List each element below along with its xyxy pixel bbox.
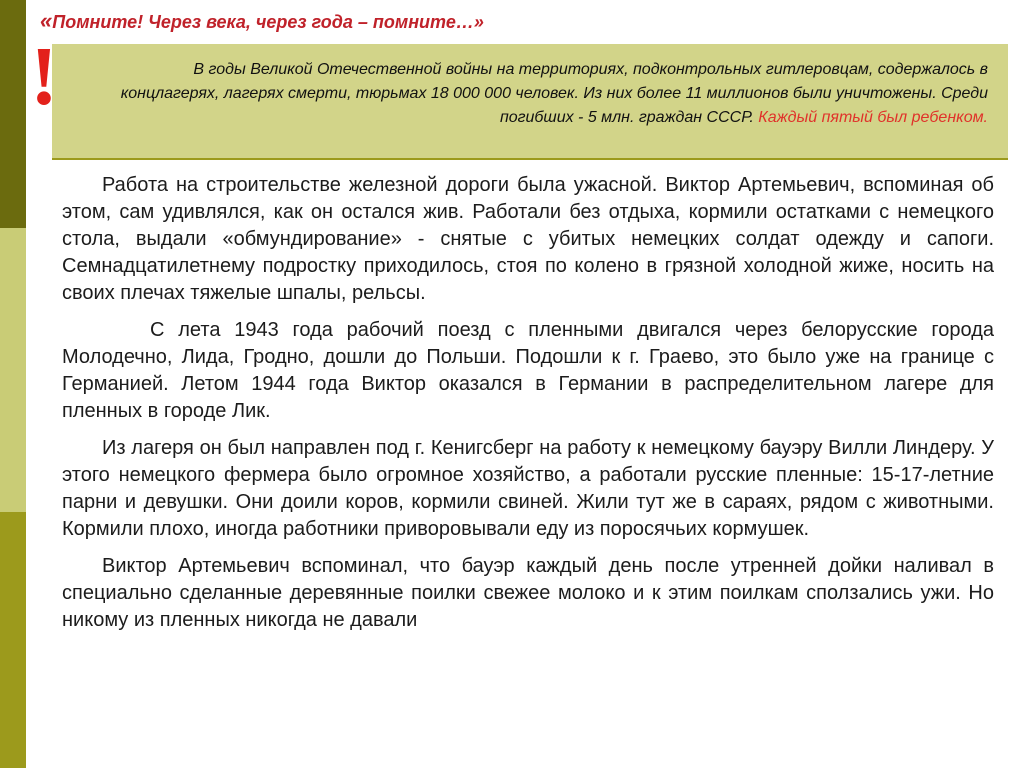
sidebar-segment-light	[0, 228, 26, 512]
title-text: Помните! Через века, через года – помните…»	[52, 12, 484, 32]
header-text	[110, 58, 988, 130]
sidebar-segment-olive	[0, 512, 26, 768]
paragraph: С лета 1943 года рабочий поезд с пленными двигался через белорусские города Молодечно, Лида, Гродно, дошли до Польши. Подошли к г. Граево, это было уже на границе с Германией. Летом 1944 года Виктор оказался в Германии в распределительном лагере для пленных в городе Лик.	[62, 319, 994, 422]
sidebar-segment-dark	[0, 0, 26, 228]
header-divider	[52, 158, 1008, 160]
header-text-highlight: Каждый пятый был ребенком.	[758, 109, 988, 126]
title-open-quote: «	[40, 8, 53, 33]
paragraph: Работа на строительстве железной дороги была ужасной. Виктор Артемьевич, вспоминая об этом, сам удивлялся, как он остался жив. Работали без отдыха, кормили остатками с немецкого стола, выдали «обмундирование» - снятые с убитых немецких солдат одежду и сапоги. Семнадцатилетнему подростку приходилось, стоя по колено в грязной холодной жиже, носить на своих плечах тяжелые шпалы, рельсы.	[62, 174, 994, 304]
paragraph: Виктор Артемьевич вспоминал, что бауэр каждый день после утренней дойки наливал в специально сделанные деревянные поилки свежее молоко и к этим поилкам сползались ужи. Но никому из пленных никогда не давали	[62, 555, 994, 631]
paragraph: Из лагеря он был направлен под г. Кенигсберг на работу к немецкому бауэру Вилли Линдеру. У этого немецкого фермера было огромное хозяйство, а работали русские пленные: 15-17-летние парни и девушки. Они доили коров, кормили свиней. Жили тут же в сараях, рядом с животными. Кормили плохо, иногда работники приворовывали еду из поросячьих кормушек.	[62, 437, 994, 540]
exclamation-mark: !	[30, 30, 58, 123]
slide-title	[40, 9, 510, 34]
body-text	[62, 172, 994, 644]
header-text-main: В годы Великой Отечественной войны на территориях, подконтрольных гитлеровцам, содержалось в концлагерях, лагерях смерти, тюрьмах 18 000 000 человек. Из них более 11 миллионов были уничтожены. Среди погибших - 5 млн. граждан СССР.	[120, 61, 988, 126]
